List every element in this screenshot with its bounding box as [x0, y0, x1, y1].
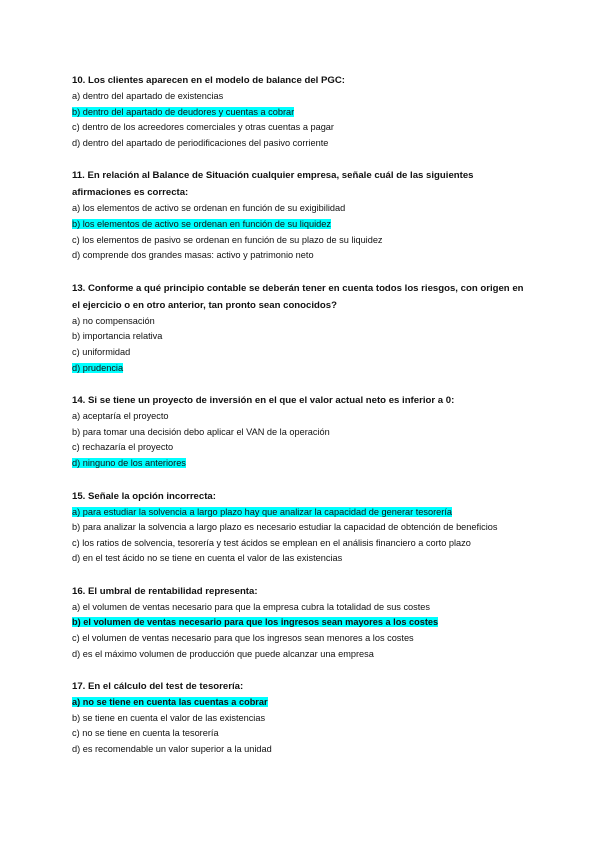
option-c: c) dentro de los acreedores comerciales y otras cuentas a pagar: [72, 122, 334, 133]
question-title: 13. Conforme a qué principio contable se deberán tener en cuenta todos los riesgos, con origen en el ejercicio o en otro anterior, tan pronto sean conocidos?: [72, 282, 524, 311]
option-b-correct: b) el volumen de ventas necesario para que los ingresos sean mayores a los costes: [72, 617, 439, 628]
option-c: c) los ratios de solvencia, tesorería y test ácidos se emplean en el análisis financiero a corto plazo: [72, 537, 471, 548]
question-title: 14. Si se tiene un proyecto de inversión en el que el valor actual neto es inferior a 0:: [72, 395, 455, 407]
option-d-correct: d) ninguno de los anteriores: [72, 457, 186, 468]
option-d: d) dentro del apartado de periodificaciones del pasivo corriente: [72, 137, 329, 148]
option-c: c) el volumen de ventas necesario para que los ingresos sean menores a los costes: [72, 633, 414, 644]
option-c: c) los elementos de pasivo se ordenan en función de su plazo de su liquidez: [72, 234, 383, 245]
question-17: [72, 678, 528, 757]
option-b-correct: b) los elementos de activo se ordenan en función de su liquidez: [72, 218, 331, 229]
option-d: d) es recomendable un valor superior a la unidad: [72, 744, 272, 755]
option-b: b) para tomar una decisión debo aplicar el VAN de la operación: [72, 426, 330, 437]
option-a: a) dentro del apartado de existencias: [72, 91, 224, 101]
option-b-correct: b) dentro del apartado de deudores y cuentas a cobrar: [72, 106, 295, 117]
option-a: a) aceptaría el proyecto: [72, 411, 169, 422]
option-c: c) no se tiene en cuenta la tesorería: [72, 728, 219, 739]
option-d-correct: d) prudencia: [72, 362, 124, 373]
option-b: b) importancia relativa: [72, 331, 163, 342]
option-b: b) se tiene en cuenta el valor de las existencias: [72, 712, 266, 723]
question-title: 10. Los clientes aparecen en el modelo de balance del PGC:: [72, 75, 345, 86]
question-13: [72, 280, 528, 376]
option-a: a) los elementos de activo se ordenan en función de su exigibilidad: [72, 203, 346, 214]
question-title: 15. Señale la opción incorrecta:: [72, 490, 216, 502]
option-a: a) el volumen de ventas necesario para que la empresa cubra la totalidad de sus costes: [72, 601, 431, 612]
question-16: [72, 583, 528, 662]
question-11: [72, 167, 528, 263]
option-a-correct: a) no se tiene en cuenta las cuentas a cobrar: [72, 697, 268, 708]
option-b: b) para analizar la solvencia a largo plazo es necesario estudiar la capacidad de obtención de beneficios: [72, 522, 498, 533]
question-14: [72, 392, 528, 471]
option-a: a) no compensación: [72, 315, 155, 326]
option-c: c) uniformidad: [72, 346, 131, 357]
option-d: d) en el test ácido no se tiene en cuenta el valor de las existencias: [72, 553, 343, 564]
exam-page: [72, 72, 528, 774]
option-d: d) es el máximo volumen de producción que puede alcanzar una empresa: [72, 648, 374, 659]
question-10: [72, 72, 528, 151]
option-c: c) rechazaría el proyecto: [72, 442, 174, 453]
question-title: 16. El umbral de rentabilidad representa:: [72, 585, 258, 597]
option-d: d) comprende dos grandes masas: activo y patrimonio neto: [72, 250, 314, 261]
question-15: [72, 488, 528, 567]
question-title: 11. En relación al Balance de Situación cualquier empresa, señale cuál de las siguientes afirmaciones es correcta:: [72, 170, 474, 199]
option-a-correct: a) para estudiar la solvencia a largo plazo hay que analizar la capacidad de generar tesorería: [72, 506, 452, 517]
question-title: 17. En el cálculo del test de tesorería:: [72, 681, 244, 693]
